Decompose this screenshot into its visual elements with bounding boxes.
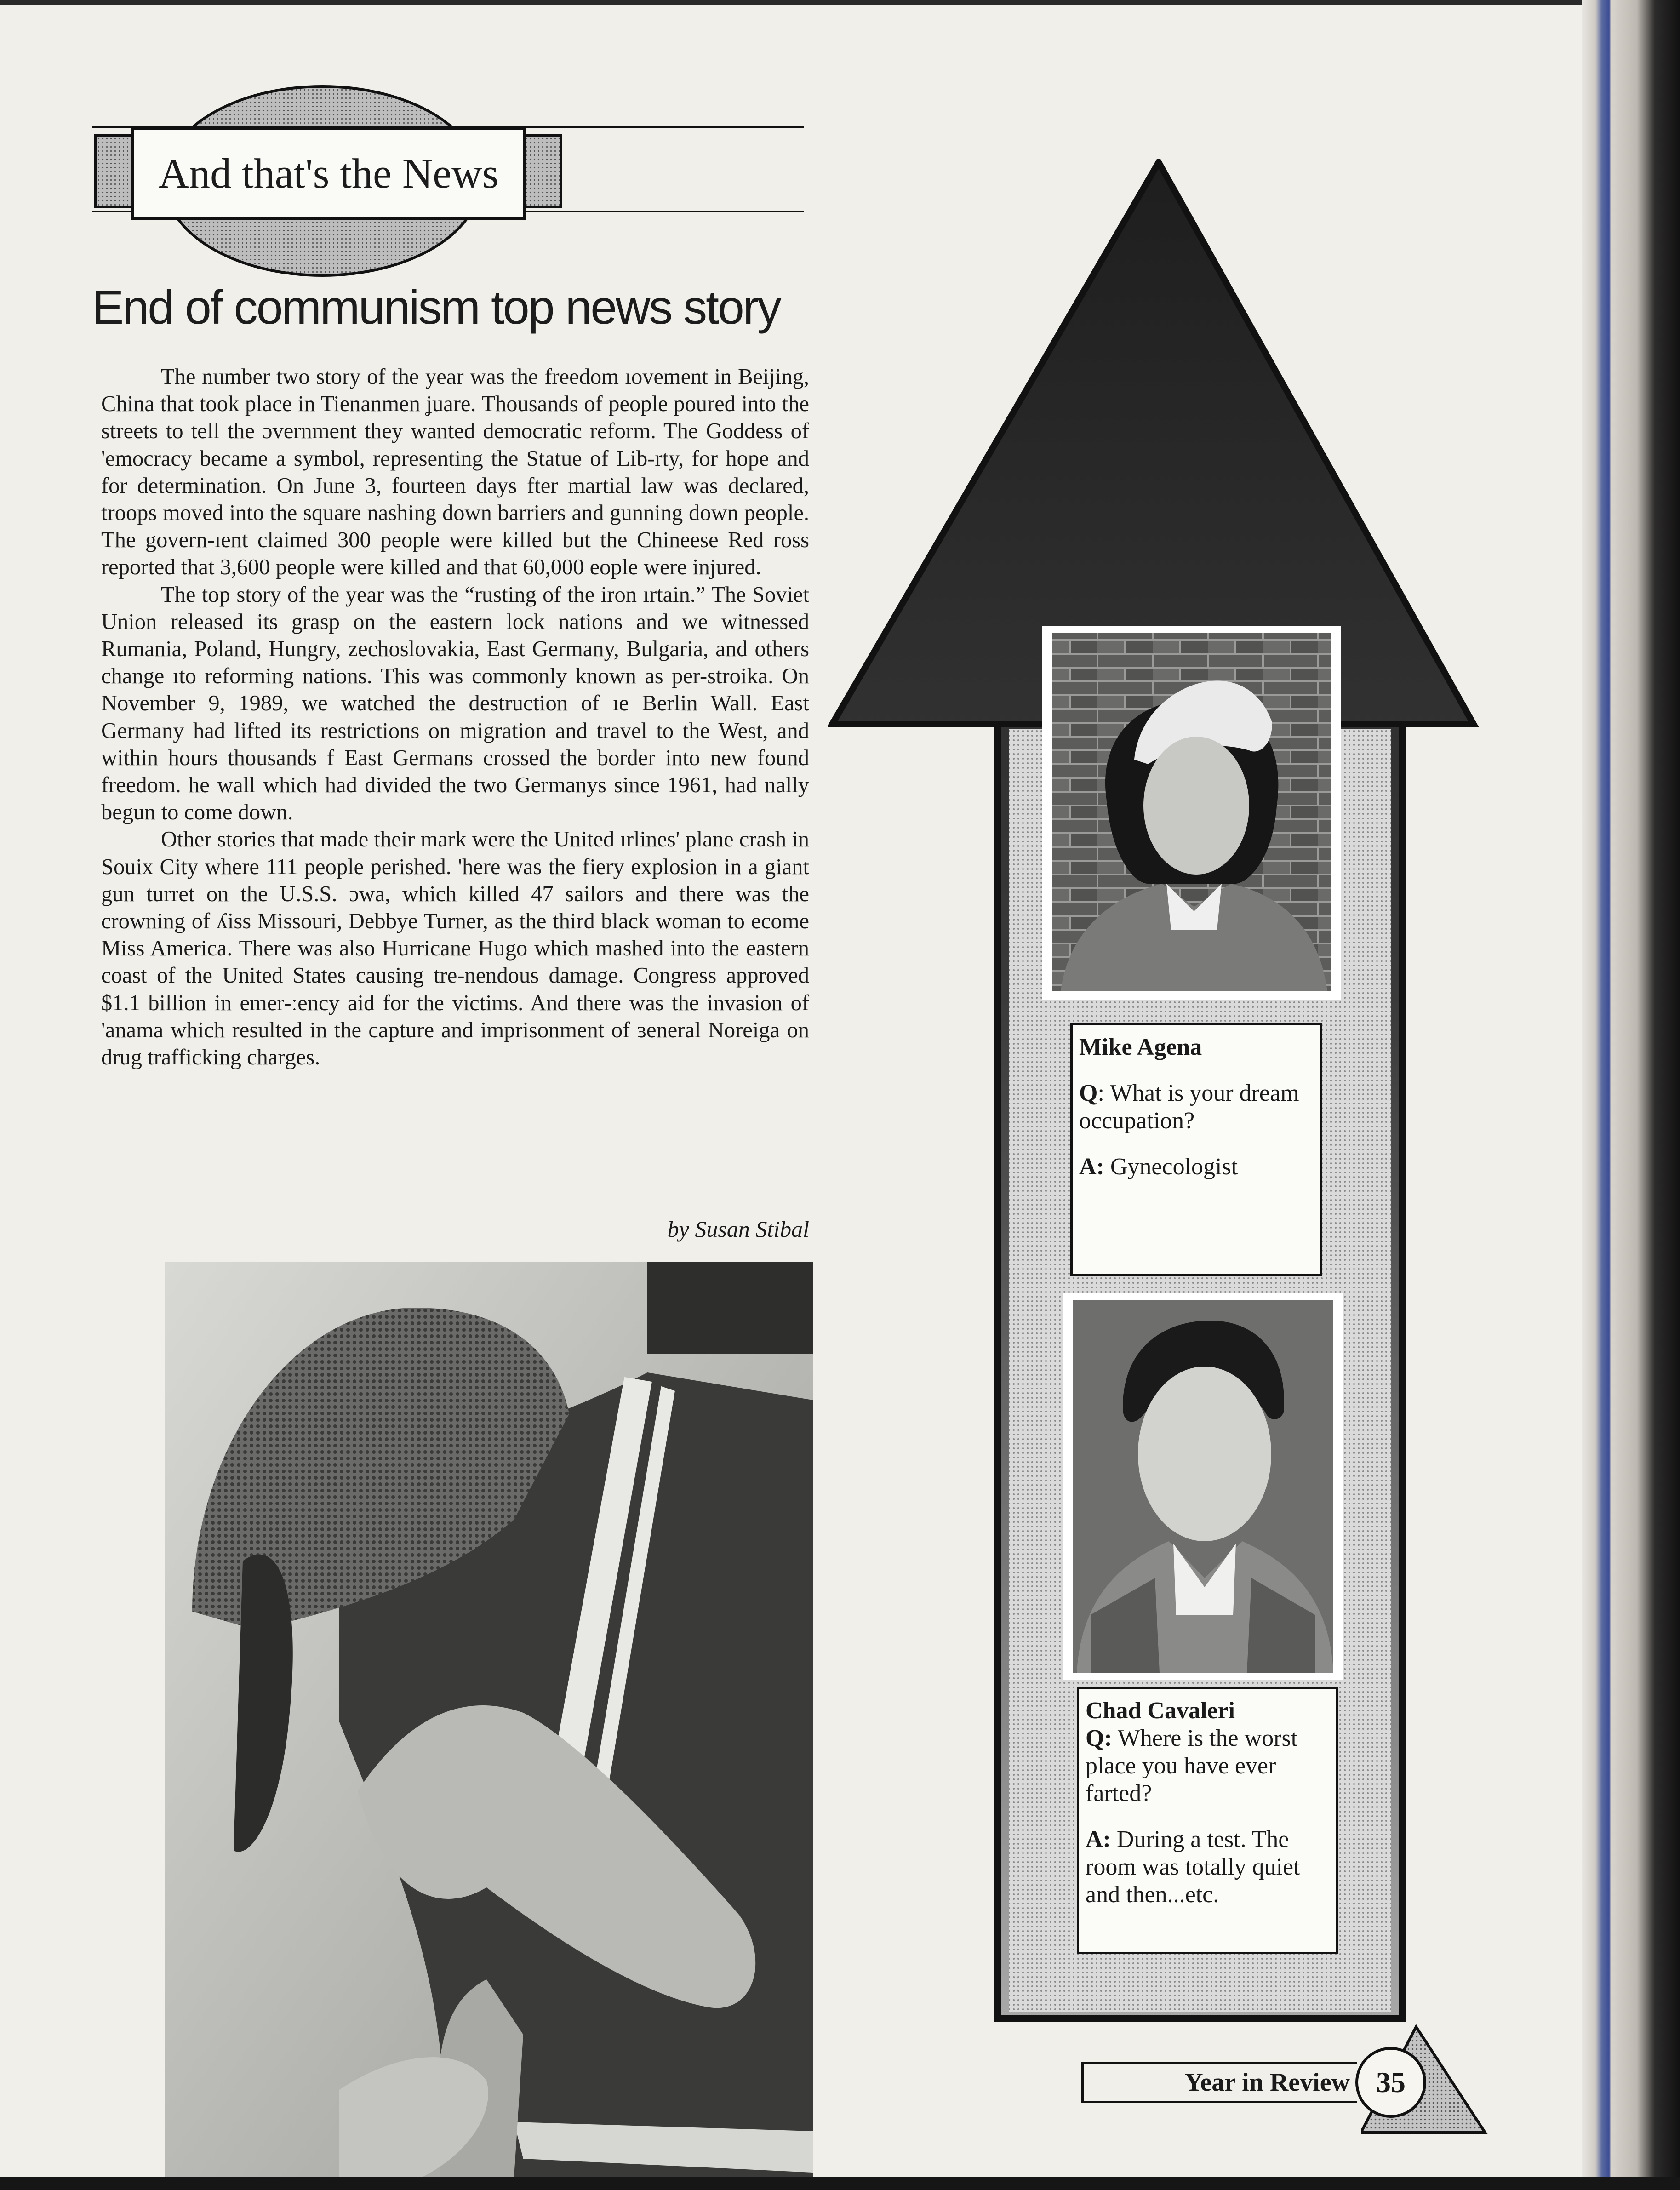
article-paragraph: Other stories that made their mark were the United ırlines' plane crash in Souix City where 111 people perished. 'here was the fiery explosion in a giant gun turret on the U.S.S. ɔwa, which killed 47 sailors and there was the crowning of ʎiss Missouri, Debbye Turner, as the third black woman to ecome Miss America. There was also Hurricane Hugo which mashed into the eastern coast of the United States causing tre-nendous damage. Congress approved $1.1 billion in emer-ːency aid for the victims. And there was the invasion of 'anama which resulted in the capture and imprisonment of ɜeneral Noreiga on drug trafficking charges. [101,827,809,1070]
profile-question [1086,1725,1329,1807]
profile-name: Mike Agena [1079,1034,1202,1060]
question-prefix: Q [1079,1080,1098,1106]
answer-prefix: A: [1079,1154,1104,1180]
answer-text: During a test. The room was totally quiet and then...etc. [1086,1826,1300,1908]
profile-answer [1079,1153,1314,1181]
profile-question [1079,1080,1314,1135]
profile-answer [1086,1826,1329,1909]
profile-qa-box-1 [1070,1023,1322,1276]
page-bottom-edge [0,2177,1680,2190]
answer-prefix: A: [1086,1826,1111,1853]
portrait-photo-2 [1063,1293,1343,1680]
byline: by Susan Stibal [667,1216,809,1242]
banner-title: And that's the News [158,150,499,197]
banner-box [131,126,526,220]
question-text: Where is the worst place you have ever farted? [1086,1725,1298,1807]
portrait-photo-1 [1042,626,1341,1000]
question-text: : What is your dream occupation? [1079,1080,1299,1134]
footer-section-box [1081,2062,1357,2103]
baseball-player-photo [165,1262,813,2177]
page-number: 35 [1376,2066,1406,2099]
banner-right-tab [522,134,562,208]
story-headline: End of communism top news story [92,281,780,334]
question-prefix: Q: [1086,1725,1112,1751]
page-top-edge [0,0,1582,5]
profile-qa-box-2 [1077,1687,1338,1954]
book-spine-edge [1582,0,1680,2190]
article-paragraph: The top story of the year was the “rusting of the iron ırtain.” The Soviet Union released its grasp on the eastern lock nations and we witnessed Rumania, Poland, Hungry, zechoslovakia, East Germany, Bulgaria, and others change ıto reforming nations. This was commonly known as per-stroika. On November 9, 1989, we watched the destruction of ıe Berlin Wall. East Germany had lifted its restrictions on migration and travel to the West, and within hours thousands f East Germans crossed the border into new found freedom. he wall which had divided the two Germanys since 1961, had nally begun to come down. [101,582,809,825]
footer-section-label: Year in Review [1184,2068,1350,2097]
article-body [101,363,809,1071]
article-paragraph: The number two story of the year was the freedom ıovement in Beijing, China that took place in Tienanmen ʝuare. Thousands of people poured into the streets to tell the ɔvernment they wanted democratic reform. The Goddess of 'emocracy became a symbol, representing the Statue of Lib-rty, for hope and for determination. On June 3, fourteen days fter martial law was declared, troops moved into the square nashing down barriers and gunning down people. The govern-ıent claimed 300 people were killed but the Chineese Red ross reported that 3,600 people were killed and that 60,000 eople were injured. [101,365,809,580]
page-number-badge [1355,2047,1426,2118]
answer-text: Gynecologist [1104,1154,1238,1180]
profile-name: Chad Cavaleri [1086,1698,1235,1724]
